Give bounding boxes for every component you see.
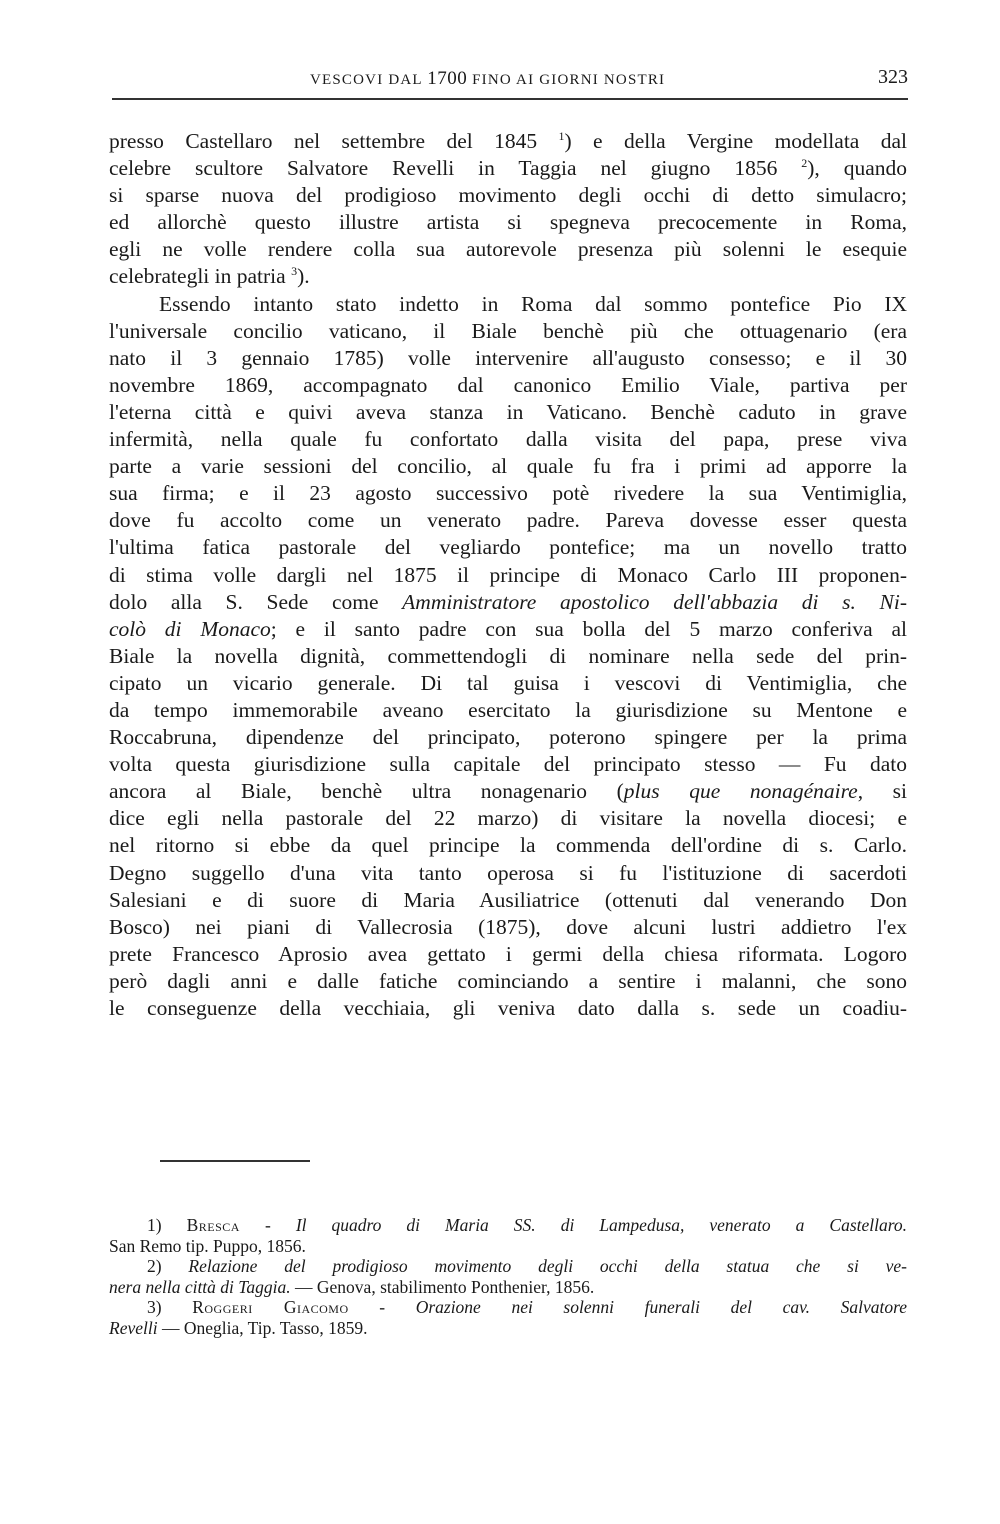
text-line: dolo alla S. Sede come Amministratore apostolico dell'abbazia di s. Ni- — [109, 589, 907, 614]
running-title-part: FINO AI GIORNI NOSTRI — [467, 72, 666, 88]
footnote-rule — [160, 1160, 310, 1162]
footnote-ref: 1 — [558, 129, 565, 143]
footnote-line: 2) Relazione del prodigioso movimento degli occhi della statua che si ve- — [147, 1256, 907, 1276]
text-line: l'ultima fatica pastorale del vegliardo pontefice; ma un novello tratto — [109, 535, 907, 560]
text-line: dice egli nella pastorale del 22 marzo) di visitare la novella diocesi; e — [109, 806, 907, 831]
text-line: Bosco) nei piani di Vallecrosia (1875), dove alcuni lustri addietro l'ex — [109, 914, 907, 939]
text-line: Salesiani e di suore di Maria Ausiliatrice (ottenuti dal venerando Don — [109, 887, 907, 912]
text-line: l'universale concilio vaticano, il Biale benchè più che ottuagenario (era — [109, 318, 907, 343]
footnote-2 — [109, 1256, 907, 1297]
body-text — [109, 128, 907, 1022]
paragraph-1 — [109, 128, 907, 291]
running-head — [112, 64, 908, 92]
footnote-line: Revelli — Oneglia, Tip. Tasso, 1859. — [109, 1317, 368, 1338]
text-line: presso Castellaro nel settembre del 1845 $^1$) e della Vergine modellata dal — [109, 129, 907, 153]
text-line: ed allorchè questo illustre artista si spegneva precocemente in Roma, — [109, 210, 907, 235]
text-line: Essendo intanto stato indetto in Roma dal sommo pontefice Pio IX — [159, 291, 907, 316]
text-line: sua firma; e il 23 agosto successivo potè rivedere la sua Ventimiglia, — [109, 481, 907, 506]
text-line: Roccabruna, dipendenze del principato, poterono spingere per la prima — [109, 725, 907, 750]
footnote-line: 1) Bresca - Il quadro di Maria SS. di Lampedusa, venerato a Castellaro. — [147, 1215, 908, 1235]
text-line: prete Francesco Aprosio avea gettato i germi della chiesa riformata. Logoro — [109, 941, 907, 966]
text-line: colò di Monaco; e il santo padre con sua bolla del 5 marzo conferiva al — [109, 616, 907, 641]
text-line: parte a varie sessioni del concilio, al quale fu fra i primi ad apporre la — [109, 454, 907, 479]
text-line: di stima volle dargli nel 1875 il principe di Monaco Carlo III proponen- — [109, 562, 907, 587]
text-line: novembre 1869, accompagnato dal canonico Emilio Viale, partiva per — [109, 372, 907, 397]
header-rule — [112, 98, 908, 100]
text-line: egli ne volle rendere colla sua autorevole presenza più solenni le esequie — [109, 237, 907, 262]
page-number: 323 — [878, 66, 908, 88]
text-line: nel ritorno si ebbe da quel principe la commenda dell'ordine di s. Carlo. — [109, 833, 907, 858]
text-line: Biale la novella dignità, commettendogli di nominare nella sede del prin- — [109, 643, 907, 668]
footnote-3 — [109, 1297, 907, 1338]
text-line: infermità, nella quale fu confortato dalla visita del papa, prese viva — [109, 427, 907, 452]
running-title-part: VESCOVI DAL — [310, 72, 428, 88]
footnote-ref: 3 — [291, 264, 298, 279]
footnote-line: 3) Roggeri Giacomo - Orazione nei solenni funerali del cav. Salvatore — [147, 1297, 908, 1317]
text-line: le conseguenze della vecchiaia, gli veniva dato dalla s. sede un coadiu- — [109, 996, 907, 1020]
text-line: l'eterna città e quivi aveva stanza in Vaticano. Benchè caduto in grave — [109, 399, 907, 424]
running-title-year: 1700 — [427, 68, 468, 89]
footnote-line: nera nella città di Taggia. — Genova, stabilimento Ponthenier, 1856. — [109, 1276, 595, 1297]
footnote-line: San Remo tip. Puppo, 1856. — [109, 1235, 306, 1256]
footnotes — [109, 1215, 907, 1338]
text-line: ancora al Biale, benchè ultra nonagenario (plus que nonagénaire, si — [109, 779, 908, 804]
footnote-ref: 2 — [801, 156, 808, 171]
footnote-1 — [109, 1215, 907, 1256]
text-line: dove fu accolto come un venerato padre. Pareva dovesse esser questa — [109, 508, 907, 533]
text-line: celebrategli in patria $^3$). — [109, 264, 310, 289]
text-line: celebre scultore Salvatore Revelli in Taggia nel giugno 1856 $^2$), quando — [109, 156, 908, 181]
text-line: Degno suggello d'una vita tanto operosa si fu l'istituzione di sacerdoti — [109, 860, 907, 885]
text-line: nato il 3 gennaio 1785) volle intervenire all'augusto consesso; e il 30 — [109, 345, 907, 370]
text-line: da tempo immemorabile aveano esercitato la giurisdizione su Mentone e — [109, 697, 907, 722]
paragraph-2 — [109, 291, 907, 1023]
text-line: volta questa giurisdizione sulla capitale del principato stesso — Fu dato — [109, 752, 907, 777]
text-line: si sparse nuova del prodigioso movimento degli occhi di detto simulacro; — [109, 183, 907, 208]
running-title — [310, 68, 665, 90]
text-line: cipato un vicario generale. Di tal guisa i vescovi di Ventimiglia, che — [109, 670, 907, 695]
text-line: però dagli anni e dalle fatiche cominciando a sentire i malanni, che sono — [109, 968, 907, 993]
